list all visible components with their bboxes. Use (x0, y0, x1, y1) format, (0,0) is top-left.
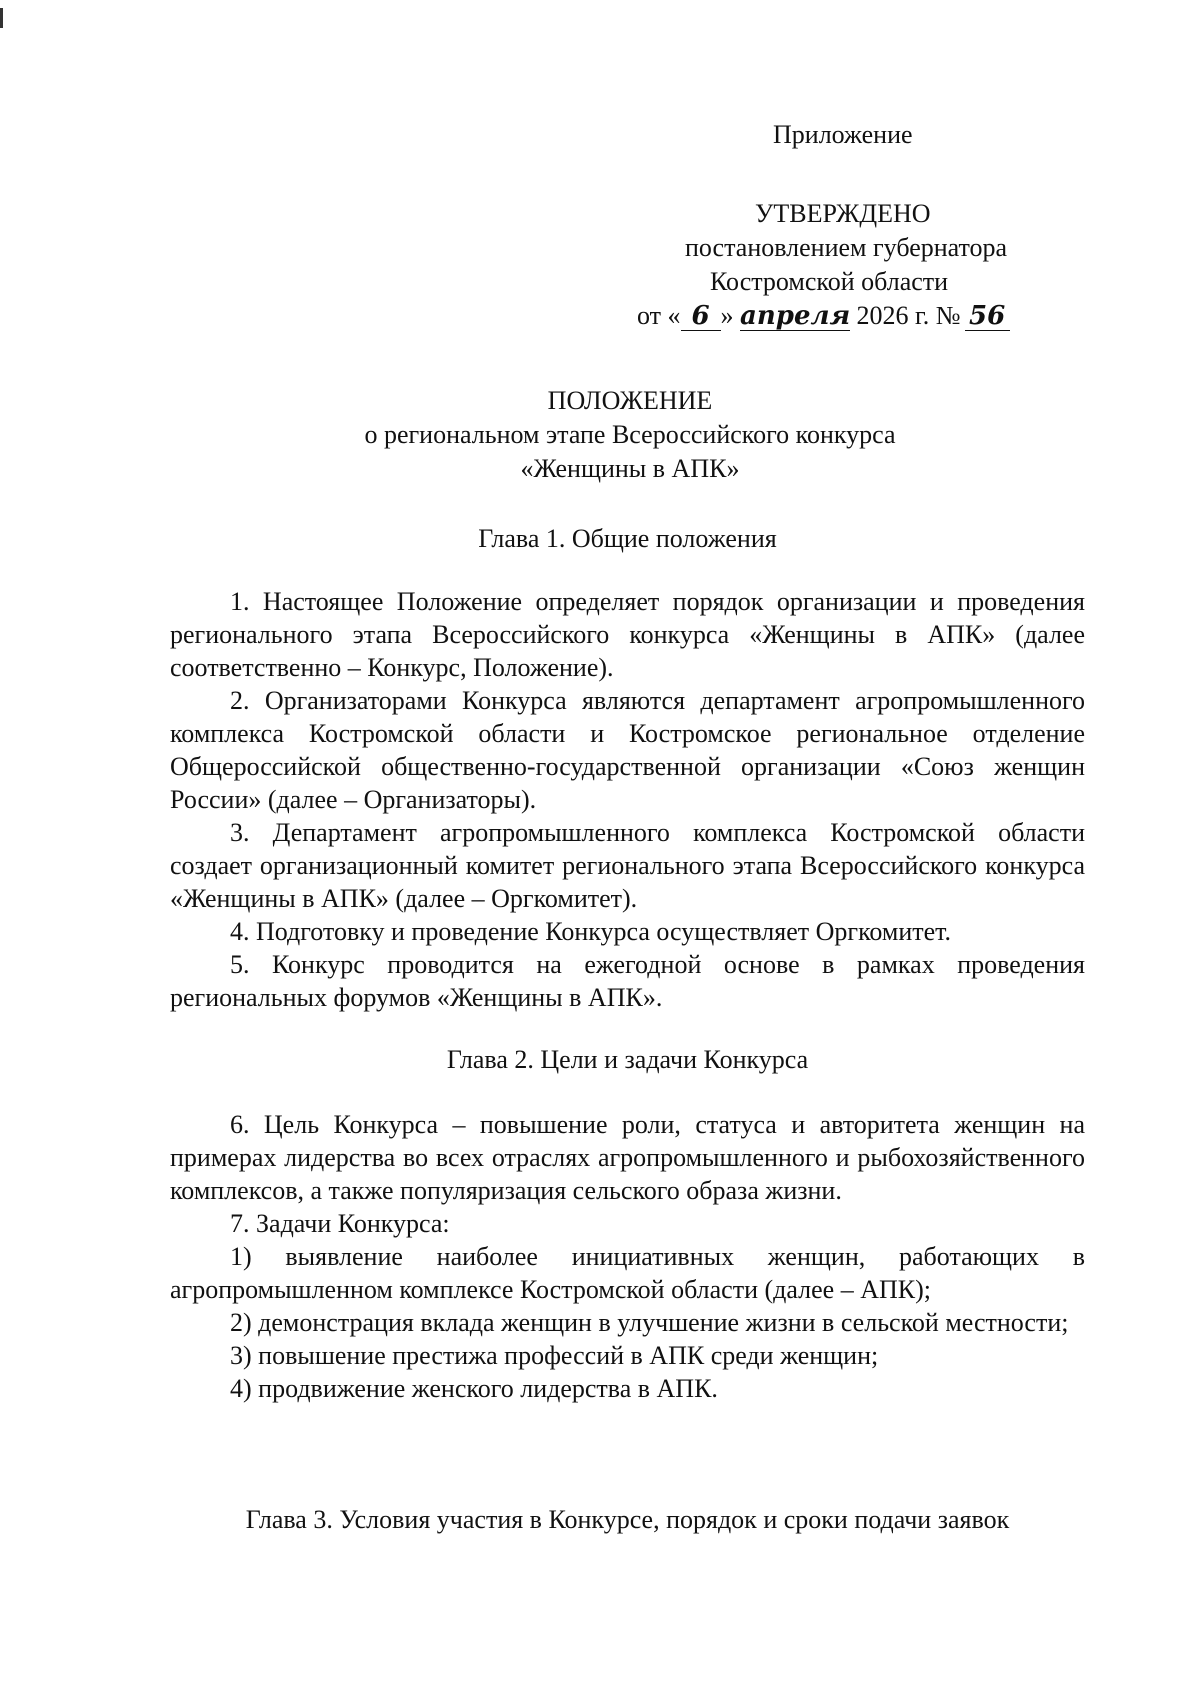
chapter-1-heading-block (170, 522, 1085, 555)
paragraph-6: 6. Цель Конкурса – повышение роли, статуса и авторитета женщин на примерах лидерства во всех отраслях агропромышленного и рыбохозяйственного комплексов, а также популяризация сельского образа жизни. (170, 1110, 1085, 1205)
appendix-label: Приложение (773, 120, 913, 149)
paragraph-2: 2. Организаторами Конкурса являются департамент агропромышленного комплекса Костромской области и Костромское региональное отделение Общероссийской общественно-государственной организации «Союз женщин России» (далее – Организаторы). (170, 686, 1085, 814)
approval-region: Костромской области (710, 267, 949, 296)
approved-label: УТВЕРЖДЕНО (755, 199, 931, 228)
paragraph-1: 1. Настоящее Положение определяет порядок организации и проведения регионального этапа Всероссийского конкурса «Женщины в АПК» (далее соответственно – Конкурс, Положение). (170, 587, 1085, 682)
date-prefix: от « (637, 301, 681, 330)
handwritten-month: апреля (740, 301, 851, 331)
paragraph-7: 7. Задачи Конкурса: (230, 1209, 450, 1238)
paragraph-5: 5. Конкурс проводится на ежегодной основе в рамках проведения региональных форумов «Женщины в АПК». (170, 950, 1085, 1012)
chapter-1-title: Глава 1. Общие положения (478, 524, 777, 553)
approval-block (630, 118, 1070, 333)
chapter-2-body (170, 1108, 1085, 1405)
chapter-2-heading-block (170, 1043, 1085, 1076)
task-4: 4) продвижение женского лидерства в АПК. (230, 1374, 718, 1403)
approval-date-line (630, 299, 1070, 333)
title-subtitle-1: о региональном этапе Всероссийского конкурса (364, 420, 896, 449)
approval-issuer: постановлением губернатора (685, 233, 1008, 262)
handwritten-number: 56 (965, 302, 1010, 331)
chapter-3-title: Глава 3. Условия участия в Конкурсе, порядок и сроки подачи заявок (245, 1505, 1010, 1534)
scan-mark (0, 8, 3, 28)
task-3: 3) повышение престижа профессий в АПК среди женщин; (230, 1341, 879, 1370)
document-title (170, 384, 1090, 486)
date-year: 2026 г. № (856, 301, 961, 330)
chapter-3-heading-block (170, 1503, 1085, 1536)
date-mid: » (720, 301, 734, 330)
chapter-2-title: Глава 2. Цели и задачи Конкурса (446, 1045, 809, 1074)
paragraph-4: 4. Подготовку и проведение Конкурса осуществляет Оргкомитет. (230, 917, 952, 946)
chapter-1-body (170, 585, 1085, 1014)
handwritten-day: 6 (681, 302, 721, 331)
task-1: 1) выявление наиболее инициативных женщин, работающих в агропромышленном комплексе Костромской области (далее – АПК); (170, 1242, 1085, 1304)
task-2: 2) демонстрация вклада женщин в улучшение жизни в сельской местности; (230, 1308, 1069, 1337)
paragraph-3: 3. Департамент агропромышленного комплекса Костромской области создает организационный комитет регионального этапа Всероссийского конкурса «Женщины в АПК» (далее – Оргкомитет). (170, 818, 1085, 913)
title-subtitle-2: «Женщины в АПК» (520, 454, 740, 483)
title-heading: ПОЛОЖЕНИЕ (547, 386, 713, 415)
